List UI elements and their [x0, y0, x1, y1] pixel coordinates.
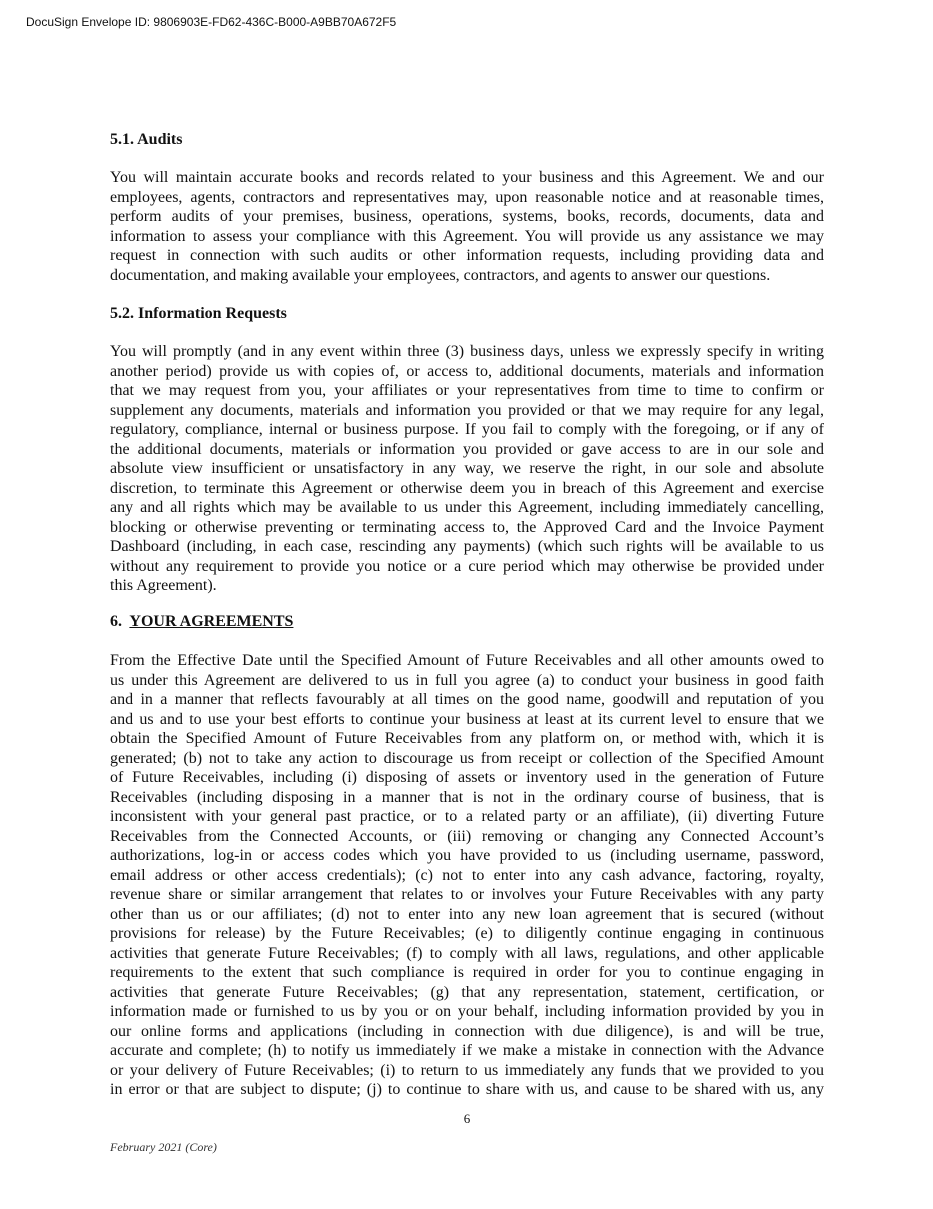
section-heading-your-agreements — [110, 613, 293, 631]
text-line: authorizations, log-in or access codes which you have provided to us (including username, password, — [110, 847, 824, 864]
text-line: of Future Receivables, including (i) disposing of assets or inventory used in the generation of Future — [110, 769, 824, 786]
text-line: generated; (b) not to take any action to discourage us from receipt or collection of the Specified Amount — [110, 749, 824, 767]
text-line: provisions for release) by the Future Receivables; (e) to diligently continue engaging in continuous — [110, 925, 824, 942]
text-line: any and all rights which may be available to us under this Agreement, including immediately cancelling, — [110, 499, 824, 516]
paragraph-your-agreements — [110, 651, 824, 1100]
text-line: information made or furnished to us by you or on your behalf, including information provided by you in — [110, 1003, 824, 1020]
paragraph-information-requests — [110, 342, 824, 596]
text-line: other than us or our affiliates; (d) not to enter into any new loan agreement that is secured (without — [110, 905, 824, 923]
footer-version: February 2021 (Core) — [110, 1140, 217, 1154]
text-line: From the Effective Date until the Specified Amount of Future Receivables and all other amounts owed to — [110, 652, 824, 669]
text-line: request in connection with such audits or other information requests, including providing data and — [110, 247, 824, 264]
text-line: this Agreement). — [110, 577, 217, 594]
text-line: inconsistent with your general past practice, or to a related party or an affiliate), (ii) diverting Future — [110, 808, 824, 825]
text-line: information to assess your compliance with this Agreement. You will provide us any assistance we may — [110, 227, 824, 245]
text-line: and us and to use your best efforts to continue your business at least at its current level to ensure that we — [110, 710, 824, 728]
text-line: our online forms and applications (including in connection with due diligence), is and will be true, — [110, 1022, 824, 1040]
text-line: in error or that are subject to dispute; (j) to continue to share with us, and cause to be shared with us, any — [110, 1081, 824, 1098]
text-line: another period) provide us with copies of, or access to, additional documents, materials and information — [110, 362, 824, 380]
text-line: You will promptly (and in any event within three (3) business days, unless we expressly specify in writing — [110, 343, 824, 360]
text-line: blocking or otherwise preventing or terminating access to, the Approved Card and the Invoice Payment — [110, 518, 824, 536]
text-line: absolute view insufficient or unsatisfactory in any way, we reserve the right, in our sole and absolute — [110, 460, 824, 477]
text-line: revenue share or similar arrangement that relates to or involves your Future Receivables with any party — [110, 886, 824, 903]
text-line: You will maintain accurate books and records related to your business and this Agreement. We and our — [110, 169, 824, 186]
text-line: and in a manner that reflects favourably at all times on the good name, goodwill and reputation of you — [110, 691, 824, 708]
text-line: perform audits of your premises, business, operations, systems, books, records, documents, data and — [110, 208, 824, 225]
text-line: supplement any documents, materials and information you provided or that we may require for any legal, — [110, 401, 824, 419]
page-number: 6 — [463, 1111, 471, 1126]
text-line: accurate and complete; (h) to notify us immediately if we make a mistake in connection with the Advance — [110, 1042, 824, 1059]
text-line: the additional documents, materials or information you provided or gave access to are in our sole and — [110, 440, 824, 458]
text-line: employees, agents, contractors and representatives may, upon reasonable notice and at reasonable times, — [110, 188, 824, 206]
text-line: email address or other access credentials); (c) not to enter into any cash advance, factoring, royalty, — [110, 866, 824, 884]
paragraph-audits — [110, 168, 824, 285]
text-line: obtain the Specified Amount of Future Receivables from any platform on, or method with, which it is — [110, 730, 824, 747]
text-line: activities that generate Future Receivables; (g) that any representation, statement, certification, or — [110, 983, 824, 1001]
text-line: requirements to the extent that such compliance is required in order for you to continue engaging in — [110, 964, 824, 981]
text-line: us under this Agreement are delivered to us in full you agree (a) to conduct your business in good faith — [110, 671, 824, 689]
text-line: Receivables from the Connected Accounts, or (iii) removing or changing any Connected Account’s — [110, 827, 824, 845]
text-line: Receivables (including disposing in a manner that is not in the ordinary course of business, that is — [110, 788, 824, 806]
text-line: or your delivery of Future Receivables; (i) to return to us immediately any funds that we provided to you — [110, 1061, 824, 1079]
section-heading-audits: 5.1. Audits — [110, 131, 183, 148]
docusign-envelope-id: DocuSign Envelope ID: 9806903E-FD62-436C-B000-A9BB70A672F5 — [26, 15, 397, 29]
section-title: YOUR AGREEMENTS — [129, 613, 294, 630]
section-heading-information-requests: 5.2. Information Requests — [110, 305, 287, 322]
section-number: 6. — [110, 613, 122, 630]
text-line: activities that generate Future Receivables; (f) to comply with all laws, regulations, and other applicable — [110, 944, 824, 962]
text-line: discretion, to terminate this Agreement or otherwise deem you in breach of this Agreement and exercise — [110, 479, 824, 497]
text-line: regulatory, compliance, internal or business purpose. If you fail to comply with the foregoing, or if any of — [110, 421, 824, 438]
text-line: documentation, and making available your employees, contractors, and agents to answer our questions. — [110, 266, 771, 284]
text-line: that we may request from you, your affiliates or your representatives from time to time to confirm or — [110, 382, 824, 399]
text-line: Dashboard (including, in each case, rescinding any payments) (which such rights will be available to us — [110, 538, 824, 555]
text-line: without any requirement to provide you notice or a cure period which may otherwise be provided under — [110, 557, 824, 575]
